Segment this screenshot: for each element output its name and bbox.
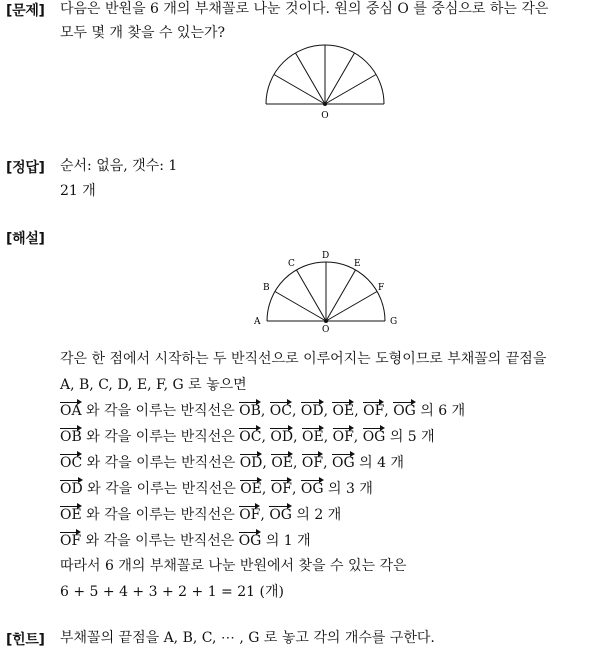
ray-row: [60, 532, 311, 550]
ray-vector: OF: [332, 429, 354, 445]
ray-vector: OC: [60, 455, 83, 471]
ray-row: [60, 428, 435, 446]
problem-figure-label-o: O: [321, 111, 329, 121]
problem-text-line-2: 모두 몇 개 찾을 수 있는가?: [60, 25, 225, 41]
ray-row-count: 의 6 개: [415, 403, 466, 419]
ray-vector: OF: [270, 481, 293, 497]
figure-label-g: G: [390, 317, 398, 327]
ray-separator: ,: [323, 403, 333, 419]
ray-vector: OG: [269, 507, 292, 523]
figure-label-o: O: [322, 325, 330, 334]
ray-vector: OA: [60, 403, 82, 419]
problem-label: [문제]: [6, 3, 45, 19]
ray-vector: OB: [239, 403, 261, 419]
ray-row-text: 와 각을 이루는 반직선은: [81, 533, 239, 549]
figure-label-a: A: [254, 317, 261, 327]
ray-row: [60, 480, 373, 498]
ray-vector: OD: [60, 481, 83, 497]
explanation-conclusion-equation: 6 + 5 + 4 + 3 + 2 + 1 = 21 (개): [60, 584, 284, 600]
explanation-intro-line-1: 각은 한 점에서 시작하는 두 반직선으로 이루어지는 도형이므로 부채꼴의 끝점을: [60, 351, 547, 367]
hint-text: 부채꼴의 끝점을 A, B, C, ⋯ , G 로 놓고 각의 개수를 구한다.: [60, 630, 435, 646]
ray-vector: OF: [301, 455, 324, 471]
problem-text-line-1: 다음은 반원을 6 개의 부채꼴로 나눈 것이다. 원의 중심 O 를 중심으로 하는 각은: [60, 1, 549, 17]
ray-vector: OG: [393, 403, 416, 419]
answer-label: [정답]: [6, 160, 45, 176]
ray-vector: OG: [300, 481, 324, 497]
problem-semicircle-figure: [260, 42, 392, 122]
ray-separator: ,: [260, 507, 270, 523]
ray-row-count: 의 3 개: [323, 481, 373, 497]
ray-separator: ,: [262, 455, 272, 471]
explanation-semicircle-figure: [250, 250, 402, 334]
figure-label-d: D: [322, 251, 330, 261]
ray-separator: ,: [261, 429, 271, 445]
ray-vector: OE: [240, 481, 262, 497]
ray-vector: OC: [239, 429, 262, 445]
ray-vector: OE: [60, 507, 82, 523]
ray-row-text: 와 각을 이루는 반직선은: [81, 507, 240, 523]
ray-separator: ,: [323, 429, 333, 445]
figure-label-e: E: [354, 259, 361, 269]
ray-separator: ,: [260, 403, 270, 419]
ray-separator: ,: [291, 403, 301, 419]
ray-separator: ,: [292, 481, 301, 497]
ray-separator: ,: [353, 429, 363, 445]
hint-label: [힌트]: [6, 632, 45, 648]
ray-vector: OE: [271, 455, 294, 471]
ray-row: [60, 402, 465, 420]
ray-row-text: 와 각을 이루는 반직선은: [81, 403, 240, 419]
figure-label-b: B: [263, 283, 270, 293]
ray-vector: OF: [60, 533, 82, 549]
ray-vector: OF: [363, 403, 385, 419]
ray-row: [60, 454, 404, 472]
ray-vector: OC: [269, 403, 292, 419]
ray-row-count: 의 4 개: [354, 455, 405, 471]
ray-vector: OG: [332, 455, 355, 471]
ray-row-count: 의 1 개: [261, 533, 311, 549]
ray-vector: OF: [239, 507, 261, 523]
ray-separator: ,: [384, 403, 394, 419]
answer-value: 21 개: [60, 183, 96, 199]
ray-separator: ,: [293, 455, 302, 471]
ray-vector: OB: [60, 429, 82, 445]
ray-row-text: 와 각을 이루는 반직선은: [82, 455, 240, 471]
ray-row-count: 의 2 개: [291, 507, 342, 523]
ray-separator: ,: [293, 429, 302, 445]
explanation-label: [해설]: [6, 231, 45, 247]
figure-label-f: F: [378, 283, 385, 293]
ray-vector: OG: [362, 429, 386, 445]
ray-separator: ,: [354, 403, 364, 419]
ray-row-text: 와 각을 이루는 반직선은: [82, 481, 241, 497]
ray-vector: OD: [300, 403, 324, 419]
ray-vector: OE: [332, 403, 355, 419]
answer-order-count: 순서: 없음, 갯수: 1: [60, 158, 178, 174]
ray-row-count: 의 5 개: [385, 429, 435, 445]
ray-vector: OD: [270, 429, 294, 445]
ray-vector: OE: [301, 429, 324, 445]
ray-vector: OG: [238, 533, 262, 549]
ray-separator: ,: [323, 455, 333, 471]
ray-vector: OD: [239, 455, 263, 471]
figure-label-c: C: [288, 259, 295, 269]
ray-separator: ,: [261, 481, 271, 497]
explanation-conclusion-line-1: 따라서 6 개의 부채꼴로 나눈 반원에서 찾을 수 있는 각은: [60, 558, 407, 574]
ray-row: [60, 506, 341, 524]
ray-row-text: 와 각을 이루는 반직선은: [81, 429, 240, 445]
explanation-intro-line-2: A, B, C, D, E, F, G 로 놓으면: [60, 377, 247, 393]
